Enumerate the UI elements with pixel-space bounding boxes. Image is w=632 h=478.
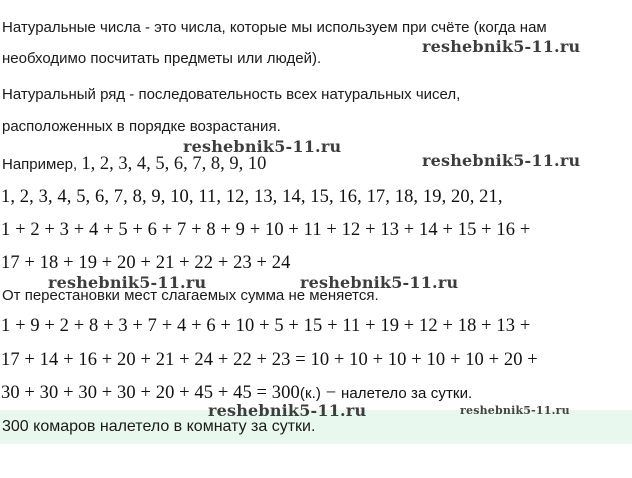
watermark: reshebnik5-11.ru [208,401,367,420]
watermark: reshebnik5-11.ru [422,151,581,170]
regroup-line-3-unit: (к.) [299,385,321,402]
watermark: reshebnik5-11.ru [300,273,459,292]
commutative-rule: От перестановки мест слагаемых сумма не меняется. [2,287,379,304]
sum-line-2: 17 + 18 + 19 + 20 + 21 + 22 + 23 + 24 [1,253,291,273]
regroup-line-1: 1 + 9 + 2 + 8 + 3 + 7 + 4 + 6 + 10 + 5 + 15 + 11 + 19 + 12 + 18 + 13 + [1,316,531,336]
definition-line-2: необходимо посчитать предметы или людей). [2,50,322,67]
definition-line-1: Натуральные числа - это числа, которые мы используем при счёте (когда нам [2,19,547,36]
regroup-line-3-text: налетело за сутки. [340,385,473,402]
example-label: Например, [2,156,78,173]
answer-text: 300 комаров налетело в комнату за сутки. [2,418,316,435]
series-line-1: Натуральный ряд - последовательность всех натуральных чисел, [2,86,461,103]
watermark: reshebnik5-11.ru [460,404,570,417]
example-line [2,154,266,175]
watermark: reshebnik5-11.ru [422,37,581,56]
watermark: reshebnik5-11.ru [48,273,207,292]
regroup-line-2: 17 + 14 + 16 + 20 + 21 + 24 + 22 + 23 = 10 + 10 + 10 + 10 + 10 + 20 + [1,350,538,370]
example-numbers: 1, 2, 3, 4, 5, 6, 7, 8, 9, 10 [81,154,267,174]
regroup-line-3-dash: − [320,383,341,403]
watermark: reshebnik5-11.ru [183,137,342,156]
sum-line-1: 1 + 2 + 3 + 4 + 5 + 6 + 7 + 8 + 9 + 10 + 11 + 12 + 13 + 14 + 15 + 16 + [1,220,531,240]
series-line-2: расположенных в порядке возрастания. [2,118,281,135]
natural-sequence: 1, 2, 3, 4, 5, 6, 7, 8, 9, 10, 11, 12, 13, 14, 15, 16, 17, 18, 19, 20, 21, [1,187,503,207]
regroup-line-3-sum: 30 + 30 + 30 + 30 + 20 + 45 + 45 = 300 [1,383,300,403]
